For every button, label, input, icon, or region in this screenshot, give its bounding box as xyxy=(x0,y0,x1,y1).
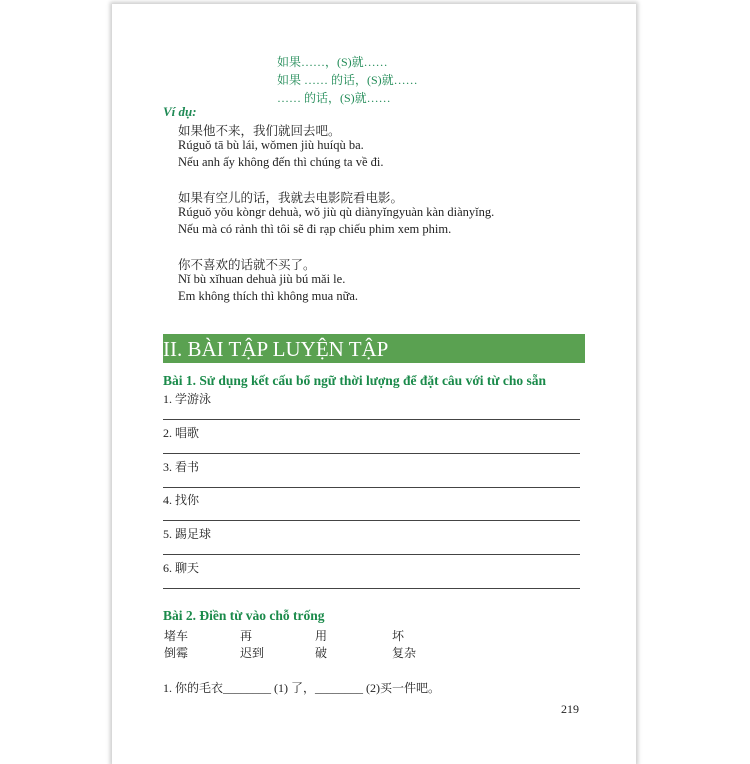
word-option: 破 xyxy=(315,646,328,660)
word-option: 坏 xyxy=(392,629,405,643)
exercise-2-title: Bài 2. Điền từ vào chỗ trống xyxy=(163,608,325,623)
exercise-1-item: 2. 唱歌 xyxy=(163,426,200,440)
word-option: 倒霉 xyxy=(164,646,189,660)
example-3-vi: Em không thích thì không mua nữa. xyxy=(178,289,359,303)
exercise-1-item: 1. 学游泳 xyxy=(163,392,212,406)
example-1-vi: Nếu anh ấy không đến thì chúng ta về đi. xyxy=(178,155,384,169)
exercise-1-item: 3. 看书 xyxy=(163,460,200,474)
word-option: 迟到 xyxy=(240,646,265,660)
example-2-pinyin: Rúguǒ yǒu kòngr dehuà, wǒ jiù qù diànyǐngyuàn kàn diànyǐng. xyxy=(178,205,495,219)
page-number: 219 xyxy=(561,702,579,716)
answer-line xyxy=(163,453,580,454)
section-title: II. BÀI TẬP LUYỆN TẬP xyxy=(163,334,585,363)
exercise-2-sentence: 1. 你的毛衣________ (1) 了，________ (2)买一件吧。 xyxy=(163,681,440,695)
example-label: Ví dụ: xyxy=(163,104,197,119)
word-option: 堵车 xyxy=(164,629,189,643)
example-1-zh: 如果他不来，我们就回去吧。 xyxy=(178,124,341,138)
pattern-1: 如果……，(S)就…… xyxy=(277,55,388,69)
example-2-vi: Nếu mà có rảnh thì tôi sẽ đi rạp chiếu phim xem phim. xyxy=(178,222,452,236)
exercise-1-item: 5. 踢足球 xyxy=(163,527,212,541)
word-option: 再 xyxy=(240,629,253,643)
example-3-zh: 你不喜欢的话就不买了。 xyxy=(178,258,316,272)
word-option: 用 xyxy=(315,629,328,643)
answer-line xyxy=(163,588,580,589)
pattern-2: 如果 …… 的话，(S)就…… xyxy=(277,73,418,87)
answer-line xyxy=(163,487,580,488)
answer-line xyxy=(163,554,580,555)
exercise-1-item: 4. 找你 xyxy=(163,493,200,507)
exercise-1-title: Bài 1. Sử dụng kết cấu bổ ngữ thời lượng để đặt câu với từ cho sẵn xyxy=(163,373,547,388)
answer-line xyxy=(163,520,580,521)
exercise-1-item: 6. 聊天 xyxy=(163,561,200,575)
word-option: 复杂 xyxy=(392,646,417,660)
pattern-3: …… 的话，(S)就…… xyxy=(277,91,391,105)
example-1-pinyin: Rúguǒ tā bù lái, wǒmen jiù huíqù ba. xyxy=(178,138,364,152)
example-2-zh: 如果有空儿的话，我就去电影院看电影。 xyxy=(178,191,404,205)
answer-line xyxy=(163,419,580,420)
example-3-pinyin: Nǐ bù xǐhuan dehuà jiù bú mǎi le. xyxy=(178,272,346,286)
